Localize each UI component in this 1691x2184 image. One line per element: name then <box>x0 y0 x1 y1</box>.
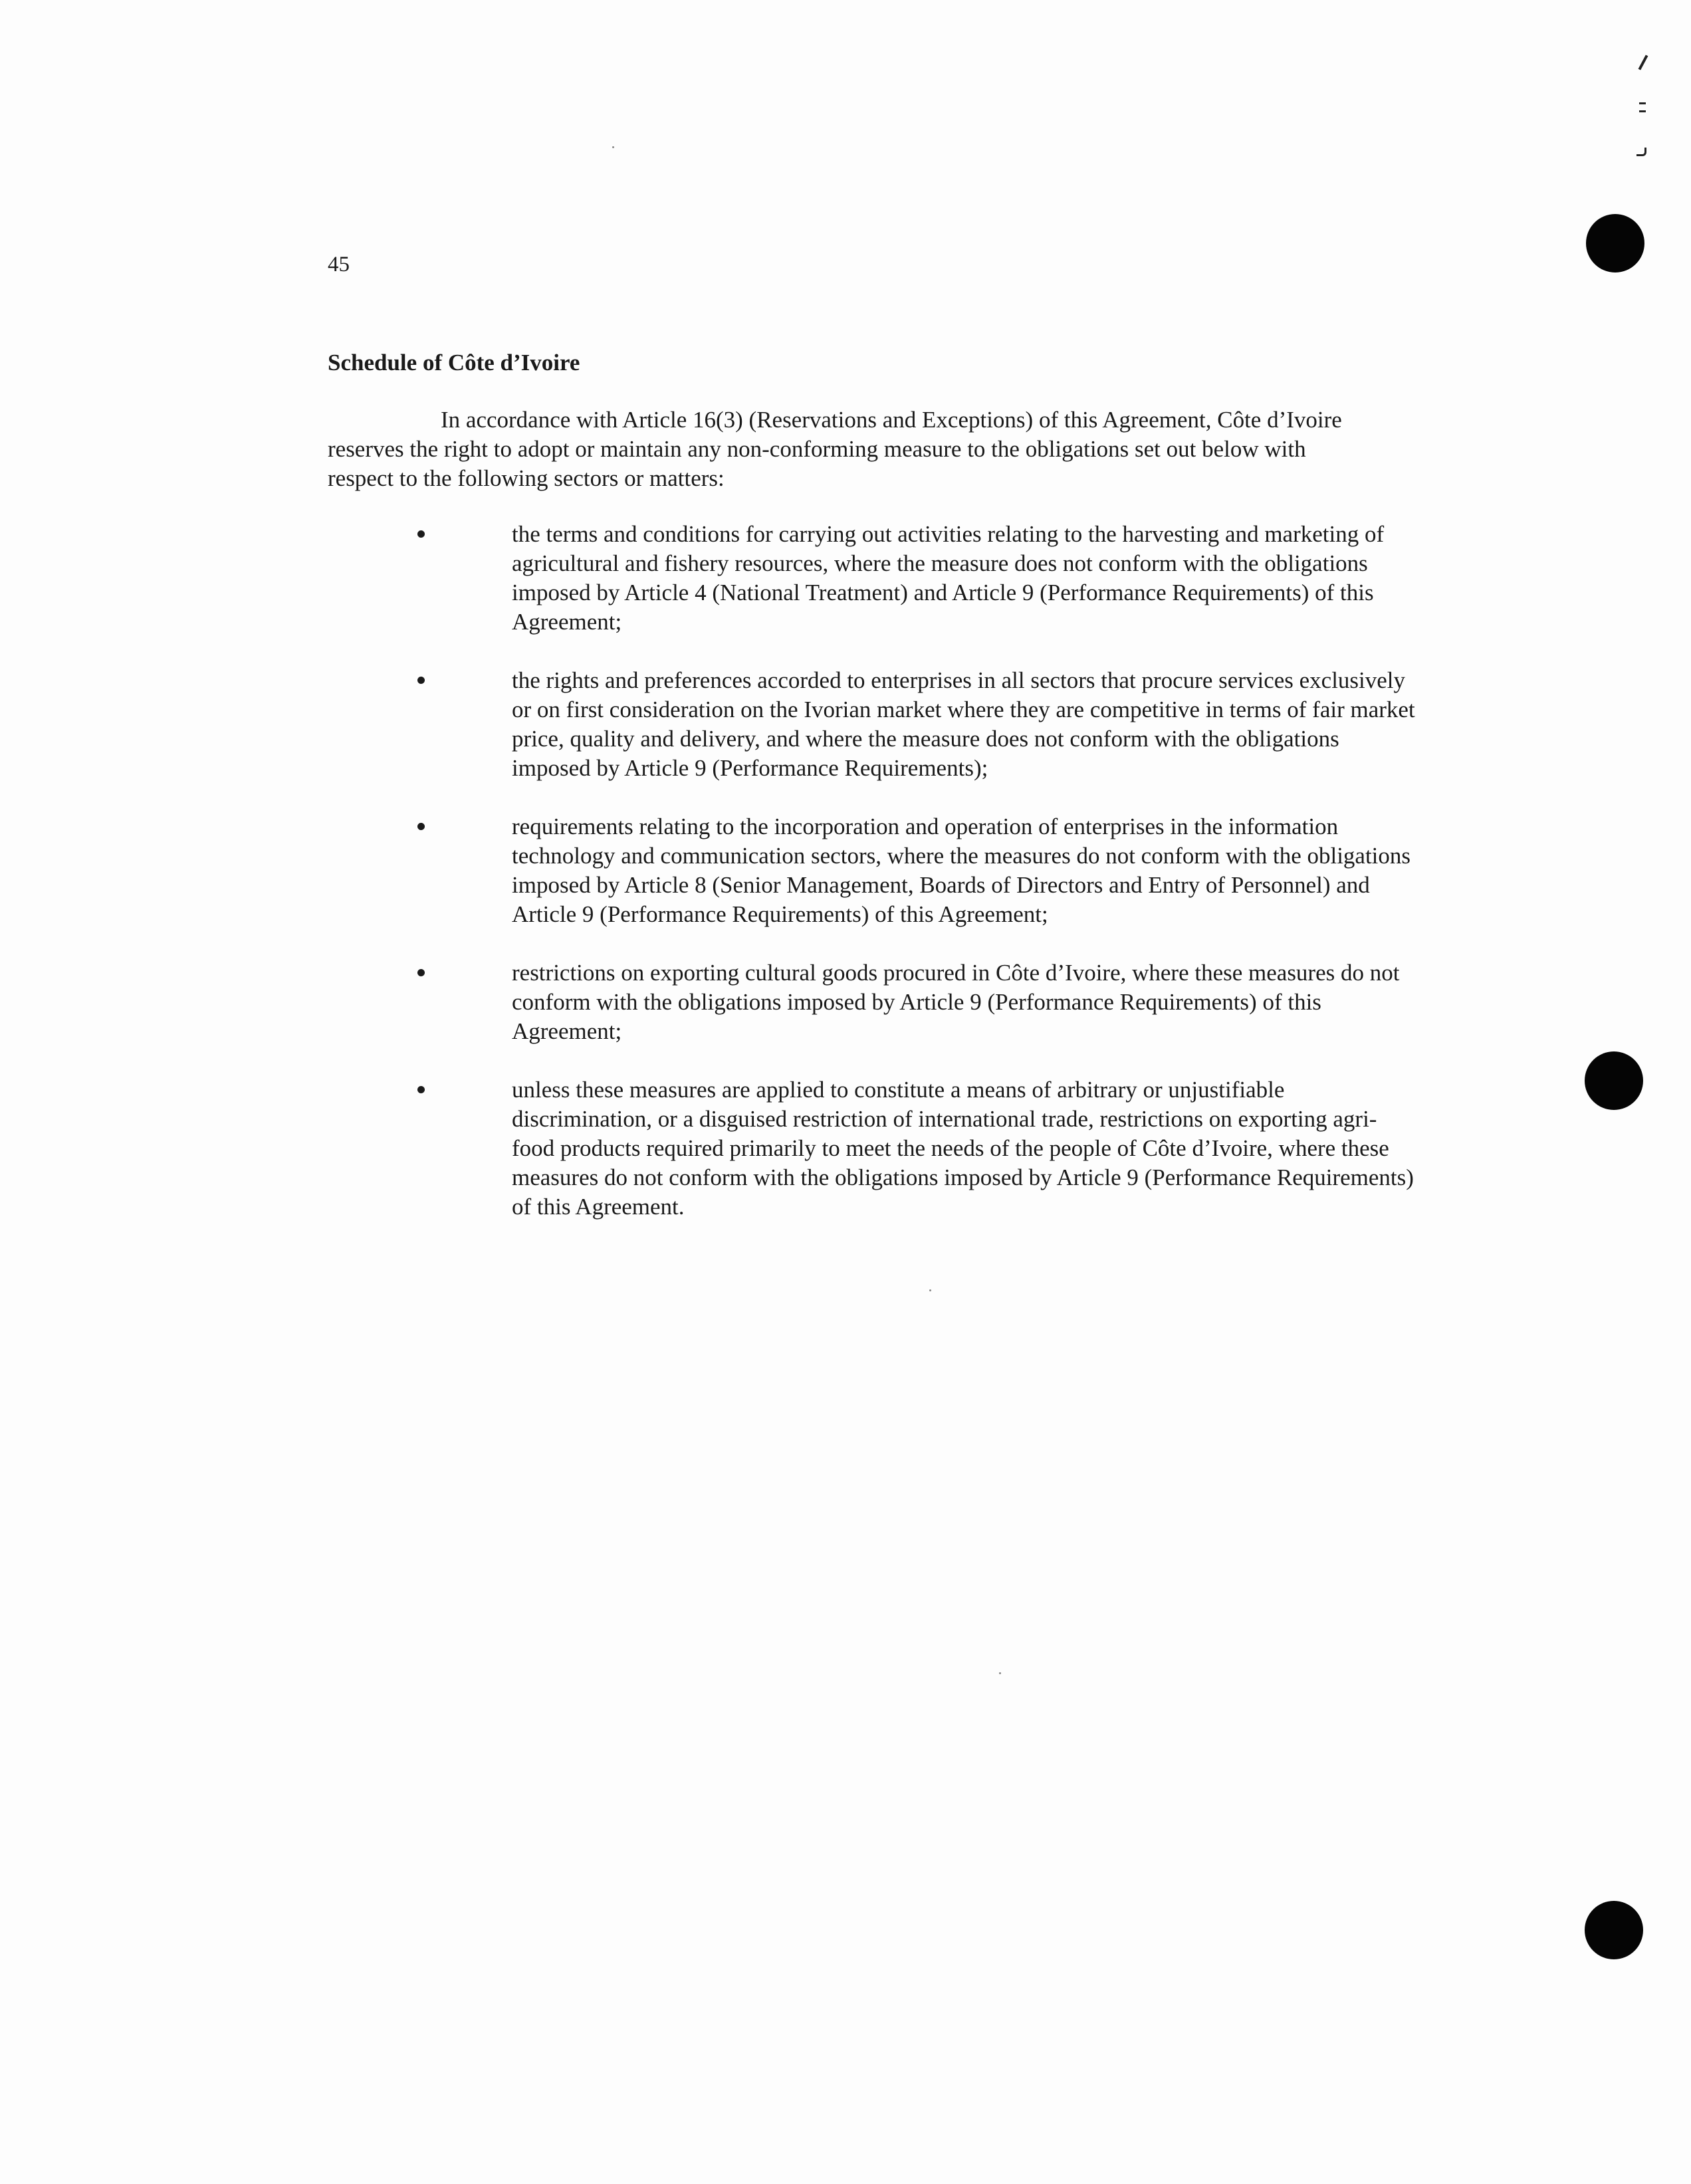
scan-mark <box>1636 148 1646 156</box>
scan-mark <box>1639 102 1646 104</box>
bullet-icon <box>417 823 425 830</box>
list-item-text: the terms and conditions for carrying out activities relating to the harvesting and marketing of agricultural and fishery resources, where the measure does not conform with the obligations imposed by Article 4 (National Treatment) and Article 9 (Performance Requirements) of this Agreement; <box>512 521 1385 635</box>
bullet-icon <box>417 530 425 538</box>
list-item <box>328 520 1504 637</box>
list-item <box>328 1075 1504 1222</box>
punch-hole-middle <box>1585 1051 1643 1110</box>
list-item-text: unless these measures are applied to constitute a means of arbitrary or unjustifiable discrimination, or a disguised restriction of international trade, restrictions on exporting agri-food products required primarily to meet the needs of the people of Côte d’Ivoire, where these measures do not conform with the obligations imposed by Article 9 (Performance Requirements) of this Agreement. <box>512 1077 1414 1220</box>
schedule-heading: Schedule of Côte d’Ivoire <box>328 350 580 376</box>
scan-speck <box>999 1672 1001 1674</box>
scan-mark <box>1639 110 1646 112</box>
list-item-text: restrictions on exporting cultural goods procured in Côte d’Ivoire, where these measures do not conform with the obligations imposed by Article 9 (Performance Requirements) of this Agreement; <box>512 960 1400 1044</box>
punch-hole-bottom <box>1585 1901 1643 1959</box>
scan-speck <box>929 1289 931 1291</box>
list-item-text: requirements relating to the incorporation and operation of enterprises in the information technology and communication sectors, where the measures do not conform with the obligations imposed by Article 8 (Senior Management, Boards of Directors and Entry of Personnel) and Article 9 (Performance Requirements) of this Agreement; <box>512 814 1411 927</box>
punch-hole-top <box>1586 214 1644 273</box>
intro-paragraph: In accordance with Article 16(3) (Reservations and Exceptions) of this Agreement, Côte d’Ivoire reserves the right to adopt or maintain any non-conforming measure to the obligations set out below with respect to the following sectors or matters: <box>328 407 1342 491</box>
bullet-icon <box>417 677 425 684</box>
bullet-icon <box>417 969 425 976</box>
list-item <box>328 666 1504 783</box>
bullet-icon <box>417 1086 425 1093</box>
list-item <box>328 958 1504 1046</box>
scan-speck <box>612 146 614 148</box>
page-number: 45 <box>328 253 350 276</box>
scan-mark <box>1638 55 1648 70</box>
list-item <box>328 812 1504 929</box>
reservation-list <box>328 520 1415 1251</box>
list-item-text: the rights and preferences accorded to enterprises in all sectors that procure services exclusively or on first consideration on the Ivorian market where they are competitive in terms of fair market price, quality and delivery, and where the measure does not conform with the obligations imposed by Article 9 (Performance Requirements); <box>512 667 1415 781</box>
